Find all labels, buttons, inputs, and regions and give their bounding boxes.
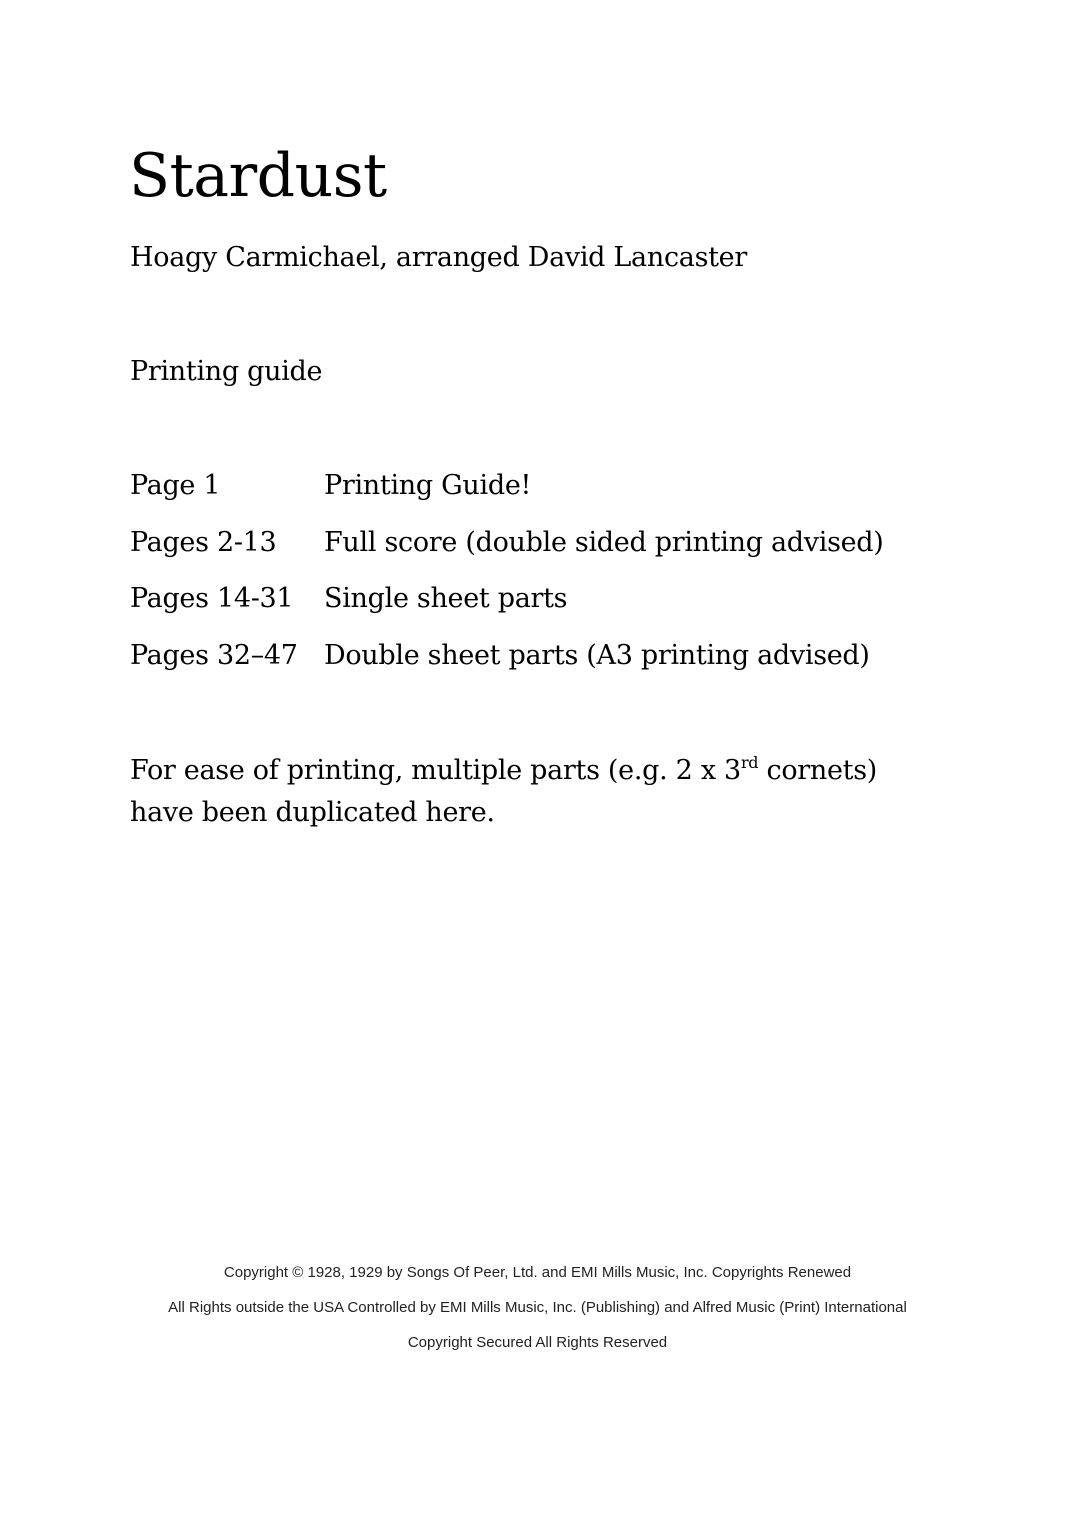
composer-arranger-line: Hoagy Carmichael, arranged David Lancaster bbox=[130, 242, 747, 273]
guide-row-description: Printing Guide! bbox=[324, 470, 532, 501]
copyright-line: All Rights outside the USA Controlled by EMI Mills Music, Inc. (Publishing) and Alfred Music (Print) International bbox=[168, 1299, 907, 1316]
printing-guide-table bbox=[130, 466, 950, 692]
note-superscript: rd bbox=[740, 753, 759, 772]
duplication-note bbox=[130, 750, 930, 834]
copyright-line: Copyright Secured All Rights Reserved bbox=[407, 1334, 668, 1351]
guide-row bbox=[130, 523, 950, 580]
guide-row-pages: Page 1 bbox=[130, 470, 221, 501]
guide-row-description: Single sheet parts bbox=[324, 583, 568, 614]
guide-row-pages: Pages 32–47 bbox=[130, 639, 298, 671]
guide-row-description: Full score (double sided printing advised) bbox=[324, 526, 884, 558]
copyright-footer bbox=[0, 1262, 1075, 1367]
guide-row-pages: Pages 14-31 bbox=[130, 583, 294, 614]
copyright-line: Copyright © 1928, 1929 by Songs Of Peer, Ltd. and EMI Mills Music, Inc. Copyrights Renewed bbox=[223, 1264, 852, 1281]
printing-guide-heading: Printing guide bbox=[130, 356, 323, 387]
note-text-after: cornets) have been duplicated here. bbox=[130, 755, 878, 828]
guide-row bbox=[130, 466, 950, 523]
guide-row-pages: Pages 2-13 bbox=[130, 526, 277, 558]
guide-row-description: Double sheet parts (A3 printing advised) bbox=[324, 639, 870, 671]
guide-row bbox=[130, 579, 950, 636]
guide-row bbox=[130, 636, 950, 693]
note-text-before: For ease of printing, multiple parts (e.g. 2 x 3 bbox=[130, 755, 741, 786]
page-title: Stardust bbox=[129, 141, 387, 211]
